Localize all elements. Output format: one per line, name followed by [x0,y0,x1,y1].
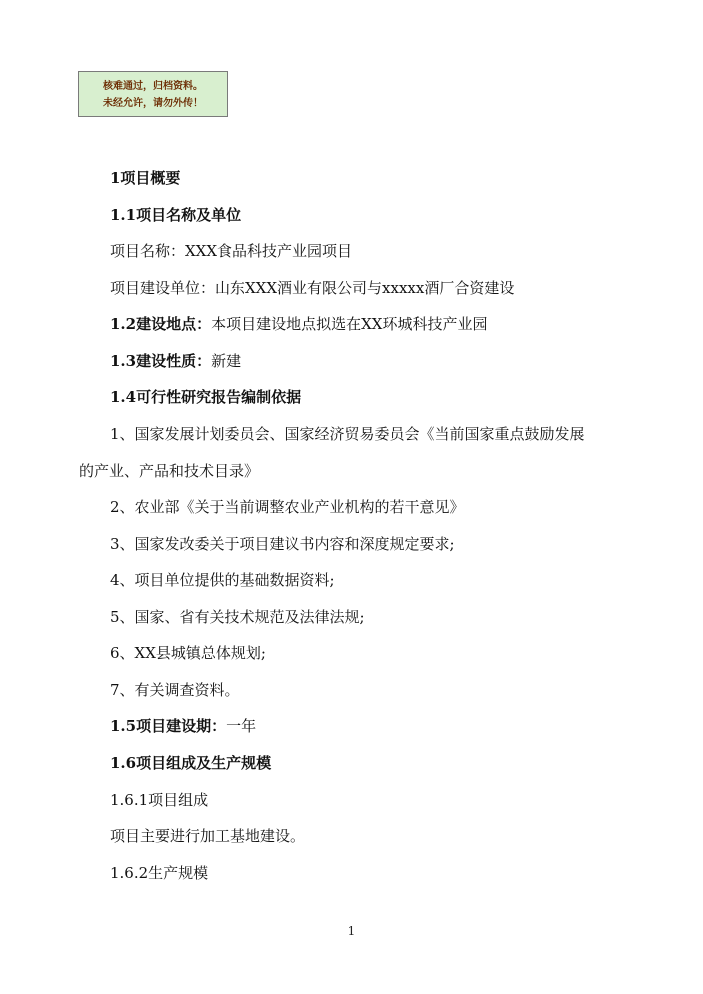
nature-value: 新建 [211,352,242,370]
nature-label: 1.3建设性质： [110,352,212,370]
section-heading-1: 1项目概要 [110,169,181,187]
subsection-1-6-1: 1.6.1项目组成 [110,791,209,809]
composition-line: 项目主要进行加工基地建设。 [110,827,306,845]
period-label: 1.5项目建设期： [110,717,227,735]
basis-item: 1、国家发展计划委员会、国家经济贸易委员会《当前国家重点鼓励发展 [110,425,585,443]
notice-line-1: 核难通过，归档资料。 [103,81,203,92]
section-heading-1-4: 1.4可行性研究报告编制依据 [110,388,302,406]
basis-item: 4、项目单位提供的基础数据资料; [110,571,335,589]
subsection-1-6-2: 1.6.2生产规模 [110,864,209,882]
basis-item: 3、国家发改委关于项目建议书内容和深度规定要求; [110,535,455,553]
basis-item: 2、农业部《关于当前调整农业产业机构的若干意见》 [110,498,465,516]
project-name-line: 项目名称：XXX食品科技产业园项目 [110,242,353,260]
site-value: 本项目建设地点拟选在XX环城科技产业园 [211,315,488,333]
period-line [110,716,256,736]
basis-item: 5、国家、省有关技术规范及法律法规; [110,608,365,626]
page-number: 1 [347,924,356,938]
basis-item-continued: 的产业、产品和技术目录》 [79,462,260,480]
period-value: 一年 [226,717,257,735]
section-heading-1-6: 1.6项目组成及生产规模 [110,754,272,772]
notice-line-2: 未经允许，请勿外传！ [103,98,203,109]
basis-item: 6、XX县城镇总体规划; [110,644,266,662]
site-line [110,314,487,334]
section-heading-1-1: 1.1项目名称及单位 [110,206,242,224]
basis-item: 7、有关调查资料。 [110,681,240,699]
archive-notice-box [78,71,228,117]
nature-line [110,351,241,371]
site-label: 1.2建设地点： [110,315,212,333]
project-unit-line: 项目建设单位：山东XXX酒业有限公司与xxxxx酒厂合资建设 [110,279,515,297]
